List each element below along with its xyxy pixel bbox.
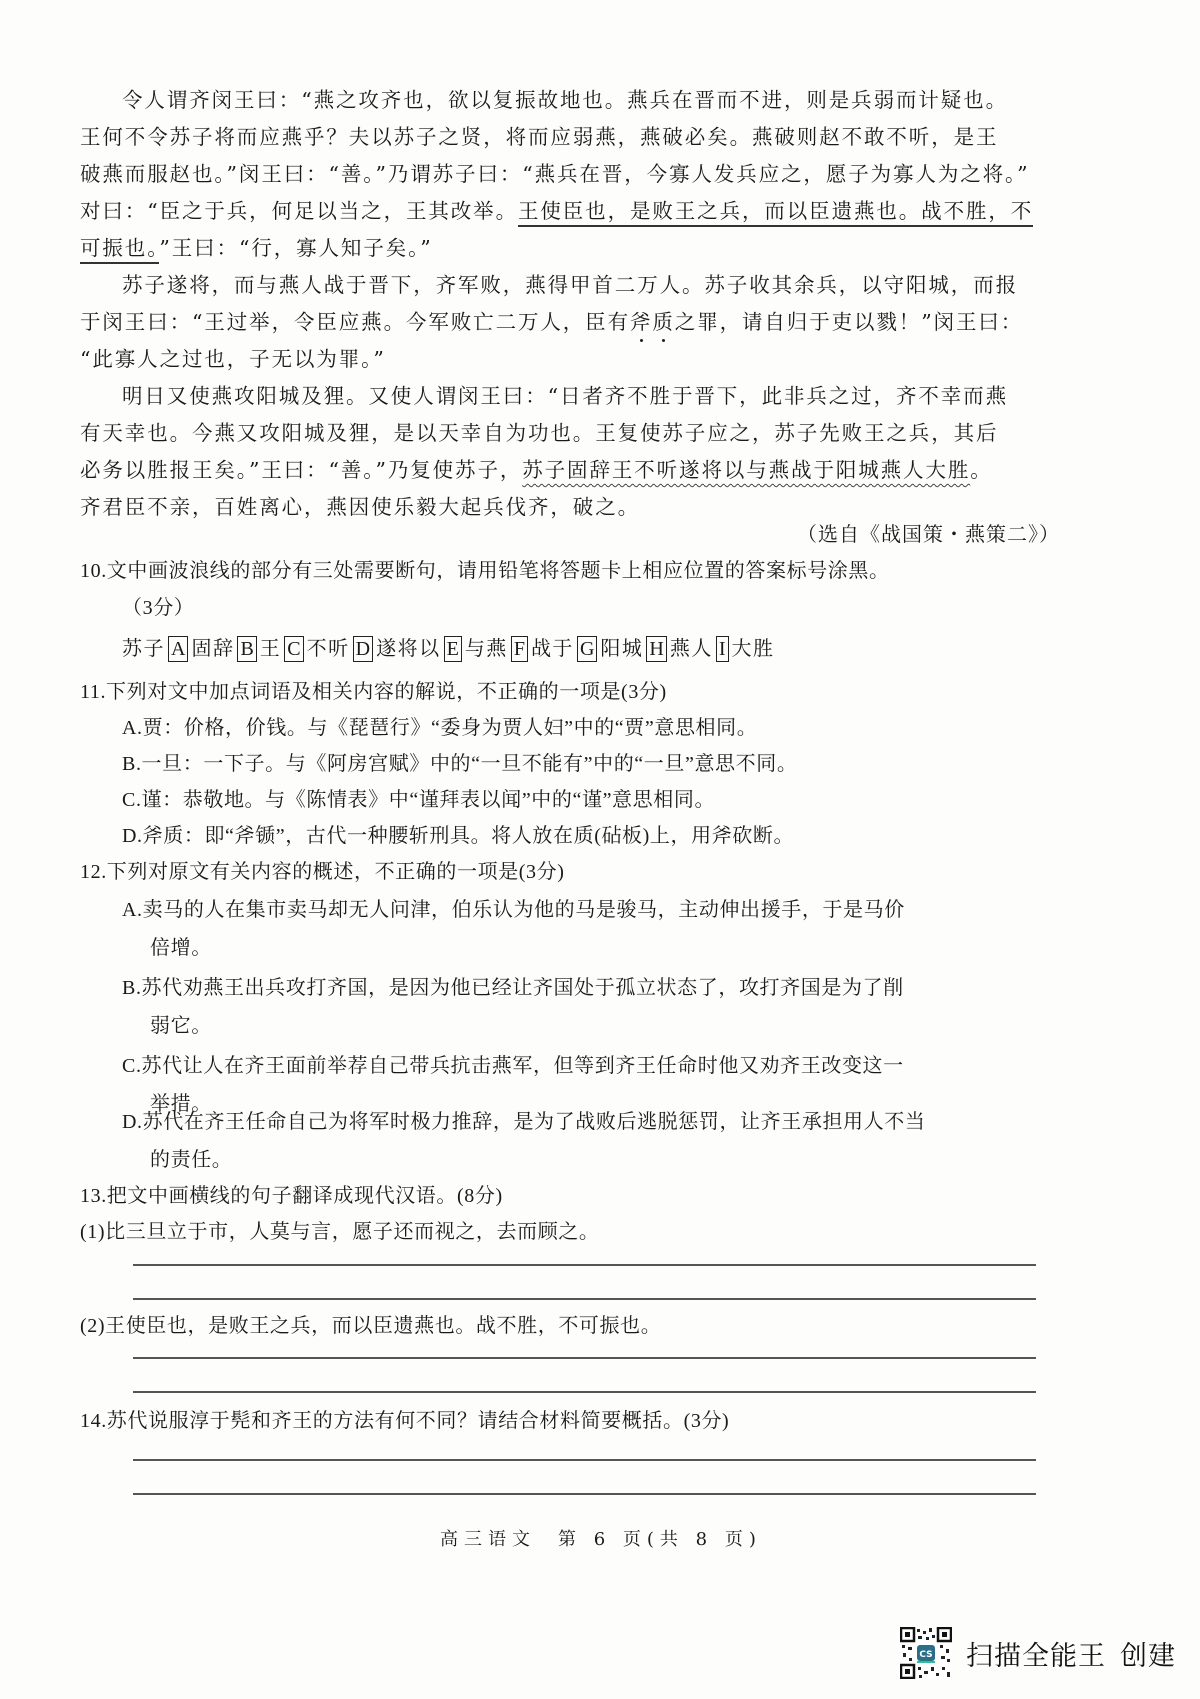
q11-text: 11.下列对文中加点词语及相关内容的解说，不正确的一项是(3分): [80, 681, 667, 703]
q12-option-d-cont: 的责任。: [150, 1149, 233, 1171]
q13-2-answer-line-1[interactable]: [133, 1357, 1036, 1359]
passage-p2-line2-text: 于闵王曰：“王过举，令臣应燕。今军败亡二万人，臣有: [80, 310, 630, 334]
q10-segment: 燕人: [669, 636, 713, 660]
passage-p1-line2: 王何不令苏子将而应燕乎？夫以苏子之贤，将而应弱燕，燕破必矣。燕破则赵不敢不听，是王: [80, 125, 999, 149]
footer-subject: 高三语文: [440, 1529, 536, 1550]
passage-p1-line5: [80, 230, 1052, 266]
page-footer: [440, 1525, 762, 1555]
passage-p2-line2-rest: 之罪，请自归于吏以戮！”闵王曰：: [674, 310, 1024, 334]
q10-box-h[interactable]: H: [646, 636, 666, 662]
passage-p2-line2: [80, 304, 1052, 340]
passage-p3-line3: [80, 452, 1052, 488]
footer-page-number: 第 6 页(共 8 页): [558, 1529, 762, 1550]
underlined-sentence-part2: 可振也。: [80, 236, 159, 264]
dotted-char-zhi: 质: [652, 310, 675, 334]
q11-option-d: D.斧质：即“斧锧”，古代一种腰斩刑具。将人放在质(砧板)上，用斧砍断。: [122, 825, 795, 847]
passage-p1-line5-text: ”王曰：“行，寡人知子矣。”: [159, 236, 433, 260]
q10-segment: 大胜: [731, 636, 775, 660]
q10-segment: 王: [259, 636, 282, 660]
passage-p3-line2: 有天幸也。今燕又攻阳城及狸，是以天幸自为功也。王复使苏子应之，苏子先败王之兵，其后: [80, 421, 999, 445]
q10-box-e[interactable]: E: [444, 636, 462, 662]
q13-2-answer-line-2[interactable]: [133, 1391, 1036, 1393]
q10-box-b[interactable]: B: [237, 636, 256, 662]
q12-text: 12.下列对原文有关内容的概述，不正确的一项是(3分): [80, 861, 565, 883]
q13-sentence-1: (1)比三旦立于市，人莫与言，愿子还而视之，去而顾之。: [80, 1221, 600, 1243]
q14-answer-line-1[interactable]: [133, 1459, 1036, 1461]
q10-box-f[interactable]: F: [511, 636, 528, 662]
q10-segment: 苏子: [122, 636, 165, 660]
q11-option-a: A.贾：价格，价钱。与《琵琶行》“委身为贾人妇”中的“贾”意思相同。: [122, 717, 758, 739]
passage-p3-line1: 明日又使燕攻阳城及狸。又使人谓闵王曰：“日者齐不胜于晋下，此非兵之过，齐不幸而燕: [122, 384, 1008, 408]
q11-option-c: C.谨：恭敬地。与《陈情表》中“谨拜表以闻”中的“谨”意思相同。: [122, 789, 716, 811]
q10-segment: 遂将以: [376, 636, 441, 660]
q10-answer-row: [122, 630, 775, 666]
wavy-underlined-passage: 苏子固辞王不听遂将以与燕战于阳城燕人大胜: [522, 458, 971, 482]
q14-text: 14.苏代说服淳于髡和齐王的方法有何不同？请结合材料简要概括。(3分): [80, 1410, 730, 1432]
passage-p1-line1: 令人谓齐闵王曰：“燕之攻齐也，欲以复振故地也。燕兵在晋而不进，则是兵弱而计疑也。: [122, 88, 1008, 112]
q10-box-c[interactable]: C: [284, 636, 303, 662]
q13-text: 13.把文中画横线的句子翻译成现代汉语。(8分): [80, 1185, 503, 1207]
q10-text: 10.文中画波浪线的部分有三处需要断句，请用铅笔将答题卡上相应位置的答案标号涂黑。: [80, 560, 890, 582]
passage-source: （选自《战国策・燕策二》）: [797, 524, 1060, 546]
passage-p1-line4: [80, 193, 1052, 229]
q10-box-d[interactable]: D: [353, 636, 373, 662]
passage-p3-line4: 齐君臣不亲，百姓离心，燕因使乐毅大起兵伐齐，破之。: [80, 495, 640, 519]
passage-p2-line1: 苏子遂将，而与燕人战于晋下，齐军败，燕得甲首二万人。苏子收其余兵，以守阳城，而报: [122, 273, 1018, 297]
q10-segment: 与燕: [464, 636, 508, 660]
q10-score: （3分）: [122, 597, 195, 619]
q10-box-i[interactable]: I: [716, 636, 729, 662]
qr-code-icon: [900, 1627, 952, 1679]
q10-segment: 不听: [306, 636, 350, 660]
qr-badge-text: CS: [919, 1650, 933, 1660]
watermark-action: 创建: [1120, 1640, 1176, 1672]
q11-option-b: B.一旦：一下子。与《阿房宫赋》中的“一旦不能有”中的“一旦”意思不同。: [122, 753, 798, 775]
q10-box-g[interactable]: G: [577, 636, 597, 662]
dotted-char-fu: 斧: [629, 310, 653, 334]
q12-option-d: D.苏代在齐王任命自己为将军时极力推辞，是为了战败后逃脱惩罚，让齐王承担用人不当: [122, 1111, 926, 1133]
q13-1-answer-line-1[interactable]: [133, 1264, 1036, 1266]
q12-option-a: A.卖马的人在集市卖马却无人问津，伯乐认为他的马是骏马，主动伸出援手，于是马价: [122, 899, 905, 921]
q10-box-a[interactable]: A: [168, 636, 188, 662]
q12-option-b-cont: 弱它。: [150, 1015, 212, 1037]
q12-option-c-cont: 举措。: [150, 1093, 212, 1115]
q10-segment: 阳城: [600, 636, 644, 660]
q13-sentence-2: (2)王使臣也，是败王之兵，而以臣遗燕也。战不胜，不可振也。: [80, 1315, 662, 1337]
watermark-text: [966, 1634, 1176, 1673]
passage-p1-line3: 破燕而服赵也。”闵王曰：“善。”乃谓苏子曰：“燕兵在晋，今寡人发兵应之，愿子为寡人为之将。”: [80, 162, 1030, 186]
q10-segment: 固辞: [191, 636, 235, 660]
underlined-sentence-part1: 王使臣也，是败王之兵，而以臣遗燕也。战不胜，不: [518, 199, 1033, 227]
passage-p3-line3-end: 。: [970, 458, 993, 482]
q12-option-b: B.苏代劝燕王出兵攻打齐国，是因为他已经让齐国处于孤立状态了，攻打齐国是为了削: [122, 977, 904, 999]
q12-option-c: C.苏代让人在齐王面前举荐自己带兵抗击燕军，但等到齐王任命时他又劝齐王改变这一: [122, 1055, 904, 1077]
passage-p2-line3: “此寡人之过也，子无以为罪。”: [80, 347, 386, 371]
q13-1-answer-line-2[interactable]: [133, 1298, 1036, 1300]
q12-option-a-cont: 倍增。: [150, 937, 212, 959]
passage-p3-line3-text: 必务以胜报王矣。”王曰：“善。”乃复使苏子，: [80, 458, 523, 482]
q10-segment: 战于: [530, 636, 574, 660]
watermark-app-name: 扫描全能王: [966, 1640, 1106, 1672]
passage-p1-line4-text: 对曰：“臣之于兵，何足以当之，王其改举。: [80, 199, 518, 223]
q14-answer-line-2[interactable]: [133, 1493, 1036, 1495]
camscanner-watermark: [900, 1625, 1176, 1681]
